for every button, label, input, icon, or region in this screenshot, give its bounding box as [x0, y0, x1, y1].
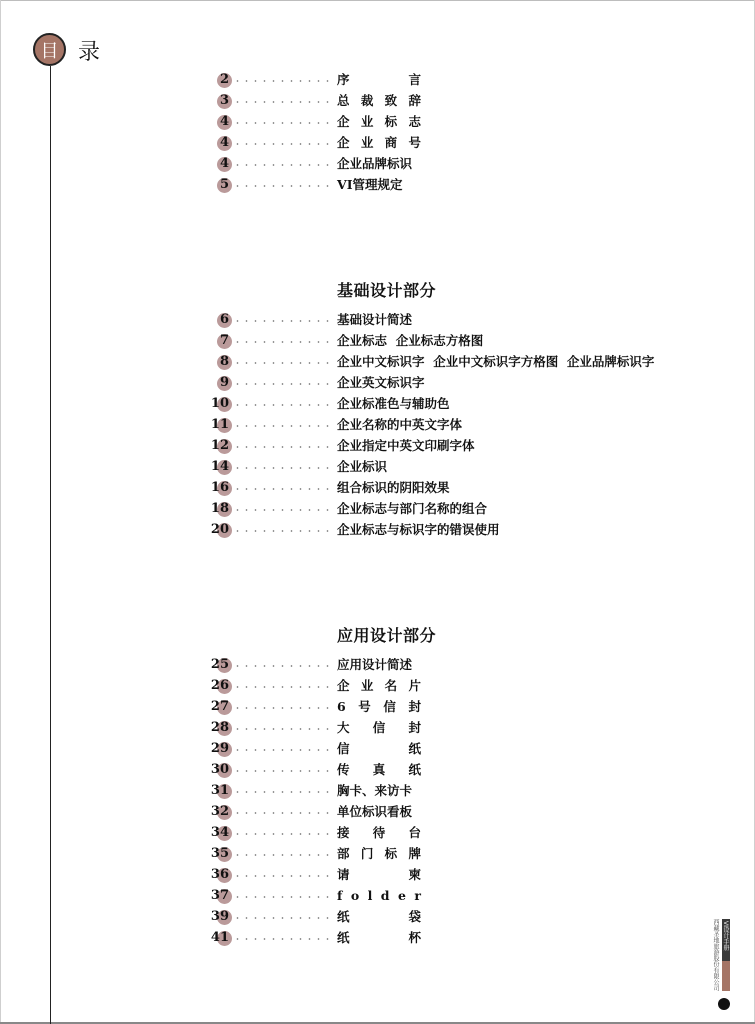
page-number-text: 8: [219, 354, 229, 369]
page-number: [195, 697, 229, 717]
toc-entry-char: 门: [360, 846, 374, 861]
toc-entry[interactable]: [195, 928, 715, 948]
toc-entry-char: r: [414, 888, 421, 903]
toc-entry-label: [337, 70, 421, 90]
toc-entry[interactable]: [195, 373, 715, 393]
dot-leader: [233, 446, 329, 448]
toc-entry-label: [337, 676, 421, 696]
toc-entry[interactable]: [195, 478, 715, 498]
page-number: [195, 781, 229, 801]
section-title-application: 应用设计部分: [337, 626, 437, 645]
toc-entry[interactable]: [195, 697, 715, 717]
dot-leader: [233, 770, 329, 772]
toc-entry-label: 企业指定中英文印刷字体: [337, 438, 475, 453]
toc-entry-char: 片: [408, 678, 421, 693]
dot-leader: [233, 728, 329, 730]
toc-entry-char: 致: [384, 93, 398, 108]
toc-entry[interactable]: [195, 520, 715, 540]
page-number: [195, 886, 229, 906]
toc-entry-char: 商: [384, 135, 398, 150]
dot-leader: [233, 341, 329, 343]
page-number-text: 12: [210, 438, 229, 453]
toc-entry-char: 纸: [408, 741, 421, 756]
toc-entry[interactable]: [195, 865, 715, 885]
toc-entry[interactable]: [195, 760, 715, 780]
page-border-left: [0, 0, 1, 1024]
dot-leader: [233, 185, 329, 187]
page-number-text: 29: [210, 741, 229, 756]
dot-leader: [233, 896, 329, 898]
page-number: [195, 457, 229, 477]
page-number-text: 30: [210, 762, 229, 777]
toc-entry-label: [337, 844, 421, 864]
toc-entry-char: 大: [337, 720, 350, 735]
toc-entry-label: 企业标准色与辅助色: [337, 396, 450, 411]
toc-entry-char: 封: [408, 699, 421, 714]
dot-leader: [233, 320, 329, 322]
page-number-text: 4: [219, 135, 229, 150]
page-number: [195, 655, 229, 675]
toc-entry-label: [337, 865, 421, 885]
page-number: [195, 394, 229, 414]
toc-entry-char: f: [337, 888, 343, 903]
toc-entry-label: 企业品牌标识: [337, 156, 413, 171]
toc-entry[interactable]: [195, 781, 715, 801]
toc-entry-char: 纸: [337, 909, 350, 924]
toc-entry-label: 企业标志与标识字的错误使用: [337, 522, 500, 537]
toc-entry[interactable]: [195, 112, 715, 132]
toc-entry-char: 业: [360, 678, 374, 693]
toc-entry-label: [337, 718, 421, 738]
toc-entry-char: 信: [337, 741, 350, 756]
toc-entry-char: 号: [408, 135, 421, 150]
toc-entry[interactable]: [195, 133, 715, 153]
toc-entry-label: [337, 907, 421, 927]
page-number-text: 34: [210, 825, 229, 840]
toc-entry-char: 6: [337, 699, 346, 714]
toc-entry[interactable]: [195, 844, 715, 864]
page-title: 录: [78, 40, 101, 65]
toc-entry[interactable]: [195, 655, 715, 675]
toc-entry[interactable]: [195, 499, 715, 519]
page-number: [195, 133, 229, 153]
page-number-text: 10: [210, 396, 229, 411]
page-number: [195, 865, 229, 885]
page-number: [195, 436, 229, 456]
page-number: [195, 331, 229, 351]
page-number-text: 11: [210, 417, 229, 432]
page-number: [195, 844, 229, 864]
toc-entry[interactable]: [195, 154, 715, 174]
toc-entry-char: 辞: [408, 93, 421, 108]
toc-entry-label: 基础设计简述: [337, 312, 413, 327]
dot-leader: [233, 938, 329, 940]
toc-entry-char: 标: [384, 846, 398, 861]
toc-entry-label: [337, 739, 421, 759]
toc-entry[interactable]: [195, 457, 715, 477]
toc-entry-char: 接: [337, 825, 350, 840]
toc-entry-label: 企业英文标识字: [337, 375, 425, 390]
page-number: [195, 70, 229, 90]
toc-entry-label: [337, 928, 421, 948]
toc-entry-char: 牌: [408, 846, 421, 861]
toc-entry-label: 应用设计简述: [337, 657, 413, 672]
toc-entry-label: [337, 823, 421, 843]
dot-leader: [233, 509, 329, 511]
toc-entry-char: 裁: [360, 93, 374, 108]
toc-entry-label: 胸卡、来访卡: [337, 783, 413, 798]
page-number-text: 18: [210, 501, 229, 516]
page-number: [195, 928, 229, 948]
toc-entry-char: 封: [408, 720, 421, 735]
toc-entry[interactable]: [195, 352, 715, 372]
page-number-text: 16: [210, 480, 229, 495]
page-number-text: 36: [210, 867, 229, 882]
title-circle-badge: [33, 33, 66, 66]
toc-entry[interactable]: [195, 175, 715, 195]
page-number: [195, 154, 229, 174]
toc-entry-char: 序: [337, 72, 350, 87]
toc-entry-char: 杯: [408, 930, 421, 945]
dot-leader: [233, 854, 329, 856]
toc-entry[interactable]: [195, 331, 715, 351]
page-number: [195, 415, 229, 435]
toc-entry[interactable]: [195, 676, 715, 696]
dot-leader: [233, 164, 329, 166]
page-number: [195, 907, 229, 927]
toc-entry-char: 请: [337, 867, 350, 882]
toc-entry-label: [337, 91, 421, 111]
page-number: [195, 802, 229, 822]
toc-entry-char: 业: [360, 114, 374, 129]
page-number-text: 2: [219, 72, 229, 87]
page-number-text: 31: [210, 783, 229, 798]
page-number-text: 41: [210, 930, 229, 945]
toc-entry-char: 纸: [408, 762, 421, 777]
page-number-text: 4: [219, 156, 229, 171]
page-number-text: 7: [219, 333, 229, 348]
toc-entry-char: l: [367, 888, 373, 903]
toc-entry-char: 信: [372, 720, 386, 735]
toc-entry-char: 总: [337, 93, 350, 108]
page-number: [195, 823, 229, 843]
page-number-text: 25: [210, 657, 229, 672]
toc-entry-char: 真: [372, 762, 386, 777]
page-number: [195, 718, 229, 738]
page-border-top: [0, 0, 755, 1]
page-number: [195, 310, 229, 330]
dot-leader: [233, 833, 329, 835]
toc-entry-label: 组合标识的阴阳效果: [337, 480, 450, 495]
toc-entry[interactable]: [195, 91, 715, 111]
side-tab-company: 西藏圣地旅游股份有限公司: [712, 919, 719, 991]
toc-entry-char: 志: [408, 114, 421, 129]
dot-leader: [233, 362, 329, 364]
dot-leader: [233, 404, 329, 406]
toc-entry-char: e: [397, 888, 406, 903]
toc-entry-char: 标: [384, 114, 398, 129]
page-number: [195, 478, 229, 498]
page-number: [195, 112, 229, 132]
toc-entry[interactable]: [195, 718, 715, 738]
toc-entry[interactable]: [195, 907, 715, 927]
toc-entry[interactable]: [195, 310, 715, 330]
page-number-text: 3: [219, 93, 229, 108]
page-number-text: 39: [210, 909, 229, 924]
toc-entry-char: 名: [384, 678, 398, 693]
dot-leader: [233, 686, 329, 688]
dot-leader: [233, 80, 329, 82]
toc-entry-char: 号: [358, 699, 371, 714]
toc-entry-char: d: [380, 888, 390, 903]
page-number: [195, 676, 229, 696]
dot-leader: [233, 791, 329, 793]
dot-leader: [233, 812, 329, 814]
toc-entry-char: 袋: [408, 909, 421, 924]
toc-entry-label: [337, 697, 421, 717]
toc-entry-label: [337, 133, 421, 153]
toc-entry-char: 台: [408, 825, 421, 840]
page-number: [195, 739, 229, 759]
dot-leader: [233, 749, 329, 751]
page-number-text: 20: [210, 522, 229, 537]
toc-entry-label: 企业名称的中英文字体: [337, 417, 463, 432]
page-number: [195, 520, 229, 540]
page-number-text: 27: [210, 699, 229, 714]
dot-leader: [233, 101, 329, 103]
toc-entry-char: 纸: [337, 930, 350, 945]
page-number: [195, 175, 229, 195]
page-number-text: 35: [210, 846, 229, 861]
page-number-text: 14: [210, 459, 229, 474]
dot-leader: [233, 530, 329, 532]
toc-entry-char: 信: [383, 699, 396, 714]
toc-entry[interactable]: [195, 886, 715, 906]
toc-entry-char: 企: [337, 114, 350, 129]
dot-leader: [233, 917, 329, 919]
dot-leader: [233, 707, 329, 709]
dot-leader: [233, 122, 329, 124]
page-number-text: 6: [219, 312, 229, 327]
side-tab: [710, 919, 734, 1011]
toc-entry-char: 业: [360, 135, 374, 150]
toc-entry-label: 企业标志 企业标志方格图: [337, 333, 484, 348]
toc-entry-label: [337, 886, 421, 906]
page-number-text: 32: [210, 804, 229, 819]
dot-leader: [233, 425, 329, 427]
toc-entry-label: [337, 112, 421, 132]
toc-entry[interactable]: [195, 739, 715, 759]
toc-entry-label: 企业中文标识字 企业中文标识字方格图 企业品牌标识字: [337, 354, 655, 369]
page-number-text: 5: [219, 177, 229, 192]
toc-entry[interactable]: [195, 70, 715, 90]
toc-entry-char: 传: [337, 762, 350, 777]
page-number: [195, 373, 229, 393]
page-number: [195, 760, 229, 780]
page-number-text: 37: [210, 888, 229, 903]
toc-entry[interactable]: [195, 415, 715, 435]
toc-entry-char: o: [350, 888, 360, 903]
dot-leader: [233, 875, 329, 877]
dot-leader: [233, 383, 329, 385]
dot-leader: [233, 467, 329, 469]
toc-entry-label: 单位标识看板: [337, 804, 413, 819]
spine-line: [50, 66, 51, 1024]
side-tab-title: VI设计手册: [722, 921, 729, 951]
page-number: [195, 91, 229, 111]
toc-entry[interactable]: [195, 823, 715, 843]
page-number-text: 9: [219, 375, 229, 390]
dot-leader: [233, 143, 329, 145]
toc-entry-label: 企业标志与部门名称的组合: [337, 501, 488, 516]
page-number: [195, 499, 229, 519]
toc-entry-label: VI管理规定: [337, 177, 403, 192]
toc-entry-label: 企业标识: [337, 459, 388, 474]
toc-entry[interactable]: [195, 394, 715, 414]
toc-entry-label: [337, 760, 421, 780]
page-number: [195, 352, 229, 372]
toc-entry-char: 部: [337, 846, 350, 861]
page-number-text: 4: [219, 114, 229, 129]
page-number-text: 28: [210, 720, 229, 735]
toc-entry-char: 企: [337, 135, 350, 150]
toc-entry[interactable]: [195, 436, 715, 456]
side-tab-dot: [718, 998, 730, 1010]
title-circle-char: 目: [40, 40, 59, 62]
toc-entry[interactable]: [195, 802, 715, 822]
page-number-text: 26: [210, 678, 229, 693]
toc-entry-char: 企: [337, 678, 350, 693]
toc-entry-char: 柬: [408, 867, 421, 882]
dot-leader: [233, 665, 329, 667]
section-title-basic: 基础设计部分: [337, 281, 437, 300]
toc-entry-char: 言: [408, 72, 421, 87]
dot-leader: [233, 488, 329, 490]
toc-entry-char: 待: [372, 825, 386, 840]
